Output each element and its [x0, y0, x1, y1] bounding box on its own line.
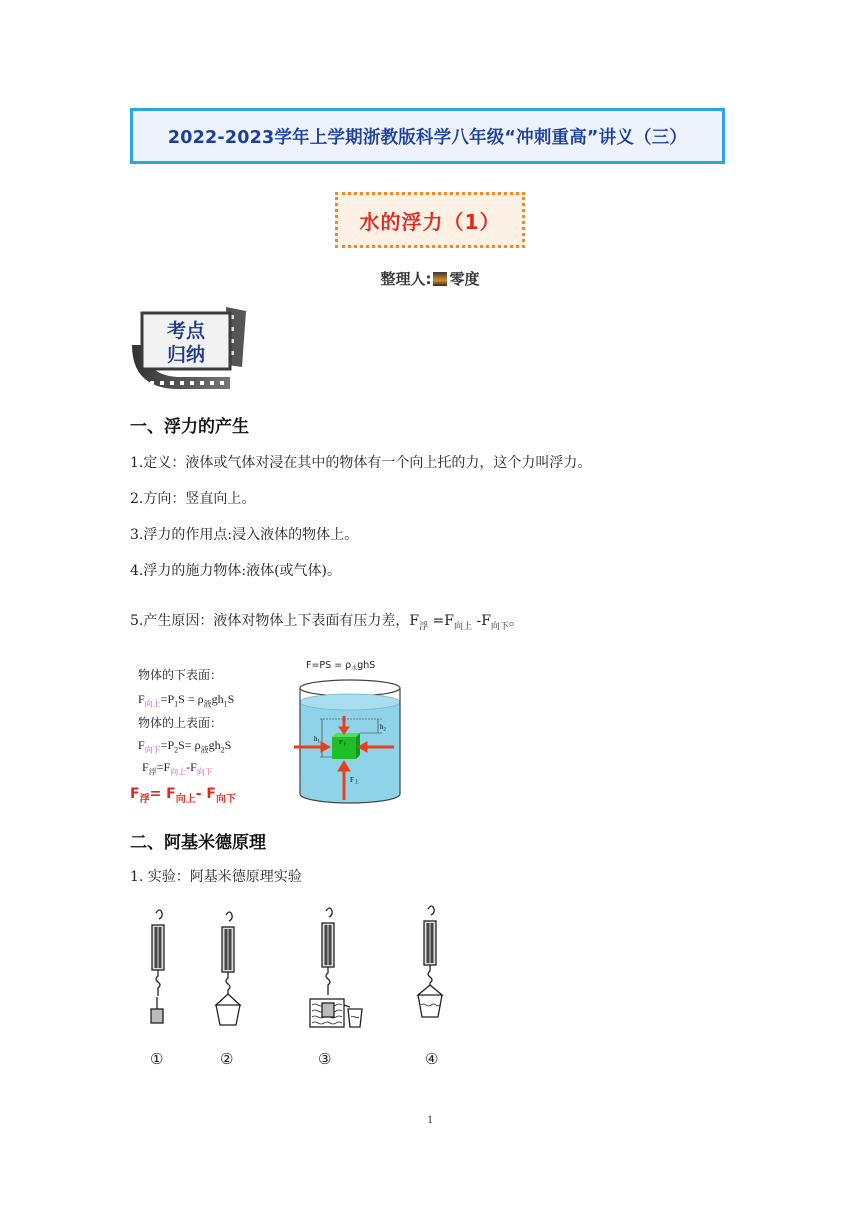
formula-line-buoyancy: $F_浮=F_{向上}-F_{向下}$ — [142, 760, 213, 777]
compiler-label: 整理人: — [380, 270, 432, 288]
point-of-action-item: 3.浮力的作用点:浸入液体的物体上。 — [130, 527, 359, 543]
section1-heading: 一、浮力的产生 — [130, 417, 249, 437]
archimedes-experiment-diagram — [130, 905, 460, 1035]
step-label-1: ① — [150, 1050, 164, 1068]
formula-buoyancy-highlight: $F_浮= F_{向上}-$ $F_{向下}$ — [130, 786, 236, 805]
formula-line-upward-force: $F_{向上}=P_1S = \rho_液gh_1S$ — [138, 692, 235, 709]
cause-item: 5.产生原因：液体对物体上下表面有压力差，$F_浮 =F_{向上}$ $-F_{向下}$。 — [130, 613, 523, 632]
lesson-subtitle: 水的浮力（1） — [359, 209, 501, 234]
cylinder-top-rim — [300, 680, 400, 696]
formula-line-downward-force: $F_{向下}=P_2S= \rho_液gh_2S$ — [138, 738, 232, 755]
section2-heading: 二、阿基米德原理 — [130, 833, 266, 853]
definition-item: 1.定义：液体或气体对浸在其中的物体有一个向上托的力，这个力叫浮力。 — [130, 455, 592, 471]
scale-with-bucket — [216, 912, 240, 1025]
scale-with-block — [151, 910, 164, 1023]
formula-line-bottom-surface: 物体的下表面： — [138, 668, 223, 682]
title-banner — [130, 108, 725, 164]
formula-line-top-surface: 物体的上表面： — [138, 716, 223, 730]
scale-block-in-overflow-can — [310, 908, 362, 1027]
badge-line1: 考点 — [166, 320, 206, 342]
page-number: 1 — [427, 1112, 433, 1126]
compiler-line — [0, 268, 860, 289]
cylinder-pressure-diagram — [294, 658, 406, 806]
compiler-name: 零度 — [449, 270, 480, 288]
document-title: 2022-2023学年上学期浙教版科学八年级“冲刺重高”讲义（三） — [167, 127, 688, 148]
experiment-item: 1. 实验：阿基米德原理实验 — [130, 869, 302, 885]
step-label-2: ② — [220, 1050, 234, 1068]
applying-object-item: 4.浮力的施力物体:液体(或气体)。 — [130, 563, 341, 579]
badge-line2: 归纳 — [166, 344, 206, 366]
label-h1: $h_1$ — [314, 735, 320, 745]
direction-item: 2.方向：竖直向上。 — [130, 491, 256, 507]
step-label-3: ③ — [318, 1050, 332, 1068]
label-f-bottom: $F_上$ — [350, 776, 359, 786]
label-h2: $h_2$ — [380, 723, 386, 733]
sunset-icon — [433, 272, 447, 286]
label-f-top: $F_下$ — [339, 739, 348, 747]
submerged-cube — [332, 737, 356, 759]
scale-with-filled-bucket — [418, 906, 442, 1017]
step-label-4: ④ — [425, 1050, 439, 1068]
pressure-formula-panel — [130, 658, 240, 808]
key-points-badge — [130, 305, 248, 391]
subtitle-box — [335, 192, 525, 248]
cylinder-formula: $F=PS = \rho_水ghS$ — [306, 660, 376, 672]
